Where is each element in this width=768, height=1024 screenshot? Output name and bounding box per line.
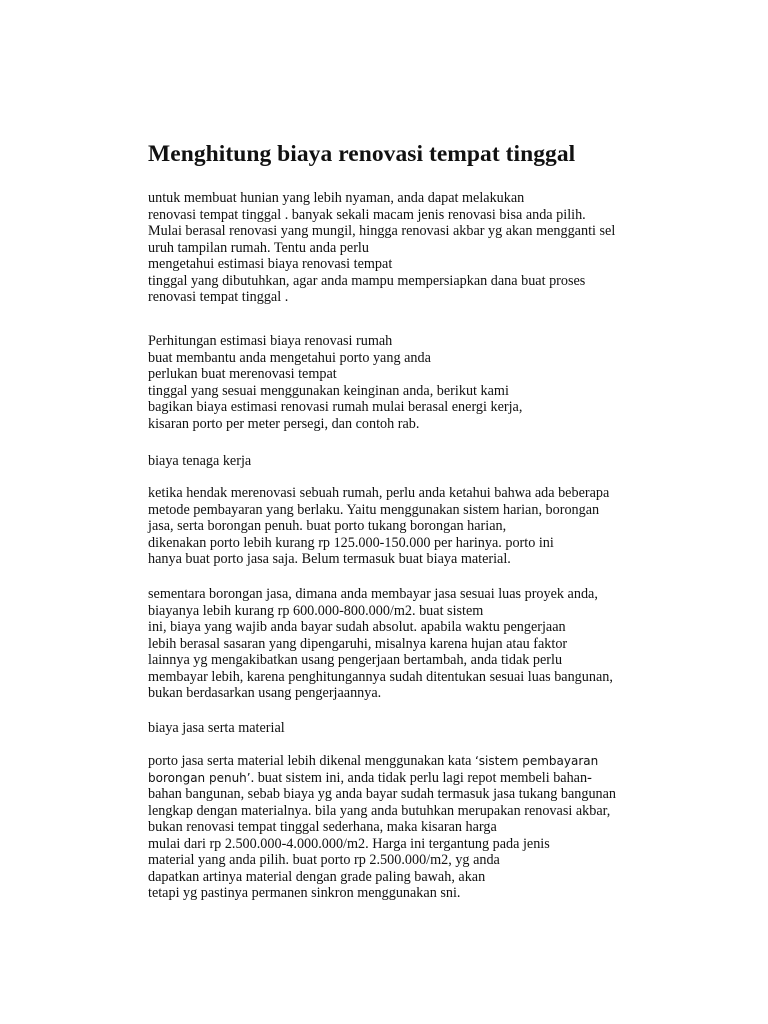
text-line: kisaran porto per meter persegi, dan contoh rab. [148,415,420,432]
page-title: Menghitung biaya renovasi tempat tinggal [148,141,576,167]
text-line: jasa, serta borongan penuh. buat porto tukang borongan harian, [148,518,507,534]
text-line: uruh tampilan rumah. Tentu anda perlu [148,239,369,256]
quoted-term: ‘sistem pembayaran [474,754,599,768]
text-line: mulai dari rp 2.500.000-4.000.000/m2. Harga ini tergantung pada jenis [148,835,550,852]
text-line: Perhitungan estimasi biaya renovasi rumah [148,333,393,349]
text-line: membayar lebih, karena penghitungannya sudah ditentukan sesuai luas bangunan, [148,668,613,685]
text-line: renovasi tempat tinggal . [148,289,289,305]
text-line: lainnya yg mengakibatkan usang pengerjaan bertambah, anda tidak perlu [148,652,563,668]
text-line: Mulai berasal renovasi yang mungil, hingga renovasi akbar yg akan mengganti sel [148,223,616,239]
text-line: ini, biaya yang wajib anda bayar sudah absolut. apabila waktu pengerjaan [148,619,566,635]
paragraph-intro [148,190,708,306]
text-line: bahan bangunan, sebab biaya yg anda bayar sudah termasuk jasa tukang bangunan [148,786,617,802]
section-heading-material [148,720,708,737]
text-line: lengkap dengan materialnya. bila yang anda butuhkan merupakan renovasi akbar, [148,802,611,819]
text-line: ketika hendak merenovasi sebuah rumah, perlu anda ketahui bahwa ada beberapa [148,485,610,501]
text-segment: porto jasa serta material lebih dikenal menggunakan kata [148,753,475,769]
text-line: dapatkan artinya material dengan grade paling bawah, akan [148,868,486,885]
text-line: sementara borongan jasa, dimana anda membayar jasa sesuai luas proyek anda, [148,586,598,602]
text-line: mengetahui estimasi biaya renovasi tempat [148,256,393,272]
text-line: hanya buat porto jasa saja. Belum termasuk buat biaya material. [148,551,511,567]
text-line: renovasi tempat tinggal . banyak sekali macam jenis renovasi bisa anda pilih. [148,206,586,223]
section-heading: biaya jasa serta material [148,720,285,736]
text-line: bagikan biaya estimasi renovasi rumah mulai berasal energi kerja, [148,399,523,415]
section-heading: biaya tenaga kerja [148,453,252,469]
section-heading-labor [148,453,708,470]
paragraph-estimation [148,333,708,432]
text-line [148,753,708,770]
text-line: perlukan buat merenovasi tempat [148,366,337,382]
text-line: bukan renovasi tempat tinggal sederhana, maka kisaran harga [148,819,497,835]
paragraph-labor-methods [148,485,708,568]
text-line: dikenakan porto lebih kurang rp 125.000-150.000 per harinya. porto ini [148,534,554,551]
text-line: buat membantu anda mengetahui porto yang anda [148,349,431,366]
text-line: lebih berasal sasaran yang dipengaruhi, misalnya karena hujan atau faktor [148,635,568,652]
text-line: material yang anda pilih. buat porto rp 2.500.000/m2, yg anda [148,852,500,868]
text-line: tinggal yang dibutuhkan, agar anda mampu mempersiapkan dana buat proses [148,272,586,289]
text-line: untuk membuat hunian yang lebih nyaman, anda dapat melakukan [148,190,525,206]
text-line: bukan berdasarkan usang pengerjaannya. [148,685,382,701]
paragraph-borongan-jasa [148,586,708,702]
paragraph-material [148,753,708,902]
text-line [148,770,708,787]
text-line: metode pembayaran yang berlaku. Yaitu menggunakan sistem harian, borongan [148,501,600,518]
text-segment: . buat sistem ini, anda tidak perlu lagi repot membeli bahan- [250,769,592,786]
quoted-term: borongan penuh’ [148,770,251,785]
text-line: tinggal yang sesuai menggunakan keinginan anda, berikut kami [148,382,509,399]
text-line: tetapi yg pastinya permanen sinkron menggunakan sni. [148,885,461,901]
text-line: biayanya lebih kurang rp 600.000-800.000/m2. buat sistem [148,602,484,619]
